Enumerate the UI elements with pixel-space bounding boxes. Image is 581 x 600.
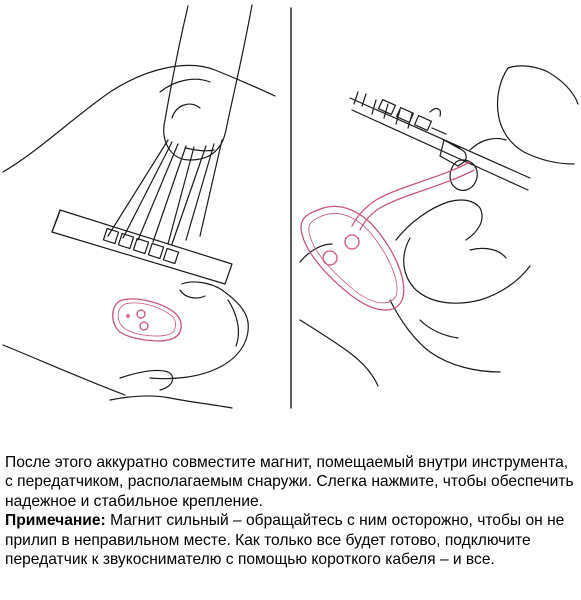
note-label: Примечание:	[5, 512, 106, 530]
lower-hand	[150, 282, 248, 379]
note-text: Магнит сильный – обращайтесь с ним осторожно, чтобы он не прилип в неправильном месте. Как только все будет готово, подключите передатчик к звукоснимателю с помощью короткого кабеля – и все.	[5, 512, 565, 569]
right-panel-drawing	[300, 66, 578, 386]
top-hand	[508, 66, 578, 104]
instruction-caption	[5, 453, 577, 569]
left-panel-drawing	[3, 5, 291, 408]
lower-hand-right	[396, 200, 482, 240]
strings	[108, 140, 194, 244]
left-transmitter	[113, 299, 181, 341]
right-transmitter	[301, 162, 474, 310]
ukulele-body	[3, 65, 275, 172]
bridge	[52, 210, 232, 284]
step-text: После этого аккуратно совместите магнит, помещаемый внутри инструмента, с передатчиком, располагаемым снаружи. Слегка нажмите, чтобы обеспечить надежное и стабильное крепление.	[5, 454, 574, 510]
